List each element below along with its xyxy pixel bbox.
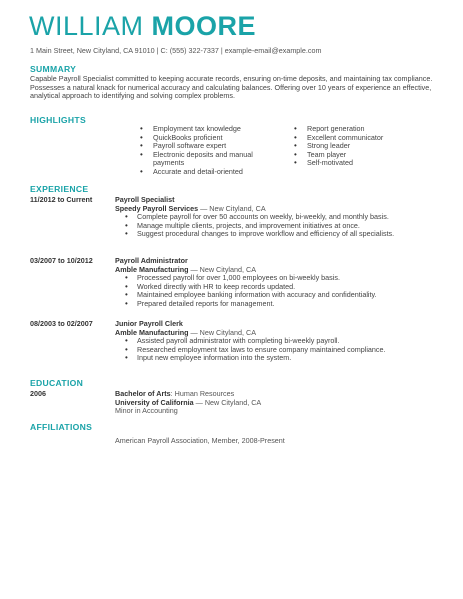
job-bullets	[125, 337, 445, 363]
job-body	[115, 257, 445, 309]
education-body	[115, 390, 445, 416]
education-heading: EDUCATION	[30, 378, 84, 388]
job-body	[115, 320, 445, 363]
first-name: WILLIAM	[29, 11, 144, 41]
list-item: • Strong leader	[294, 142, 434, 151]
degree-field: : Human Resources	[170, 389, 235, 398]
highlights-column-2	[294, 125, 434, 168]
candidate-name	[29, 13, 256, 40]
highlights-heading: HIGHLIGHTS	[30, 115, 86, 125]
list-item: • Suggest procedural changes to improve workflow and efficiency of all specialists.	[125, 230, 445, 239]
list-item: • Researched employment tax laws to ensure company maintained compliance.	[125, 346, 445, 355]
list-item: • Manage multiple clients, projects, and improvement initiatives at once.	[125, 222, 445, 231]
school-name: University of California	[115, 397, 194, 407]
list-item: • Accurate and detail-oriented	[140, 168, 280, 177]
list-item: • Team player	[294, 151, 434, 160]
list-item: • Self-motivated	[294, 159, 434, 168]
list-item: • Report generation	[294, 125, 434, 134]
affiliations-text: American Payroll Association, Member, 2008-Present	[115, 436, 285, 445]
last-name: MOORE	[151, 11, 257, 41]
job-bullets	[125, 213, 445, 239]
list-item: • Payroll software expert	[140, 142, 280, 151]
list-item: • Processed payroll for over 1,000 employees on bi-weekly basis.	[125, 274, 445, 283]
highlights-column-1	[140, 125, 280, 177]
company-name: Amble Manufacturing	[115, 327, 189, 337]
job-dates: 11/2012 to Current	[30, 195, 93, 204]
degree: Bachelor of Arts	[115, 389, 171, 398]
list-item: • Electronic deposits and manual payments	[140, 151, 280, 168]
affiliations-heading: AFFILIATIONS	[30, 422, 93, 432]
summary-text: Capable Payroll Specialist committed to keeping accurate records, ensuring on-time deposits, and maintaining tax compliance. Possesses a natural knack for numerical accuracy and calculating balances. Offering over 10 years of experience an effective, analytical approach to identifying and solving complex problems.	[30, 74, 433, 101]
company-name: Speedy Payroll Services	[115, 203, 199, 213]
experience-heading: EXPERIENCE	[30, 184, 89, 194]
education-year: 2006	[30, 389, 46, 398]
list-item: • Worked directly with HR to keep records updated.	[125, 283, 445, 292]
list-item: • Maintained employee banking information with accuracy and confidentiality.	[125, 291, 445, 300]
job-title: Payroll Specialist	[115, 195, 175, 204]
job-location: — New Cityland, CA	[188, 264, 256, 274]
list-item: • Assisted payroll administrator with completing bi-weekly payroll.	[125, 337, 445, 346]
company-name: Amble Manufacturing	[115, 264, 189, 274]
job-location: — New Cityland, CA	[188, 327, 256, 337]
list-item: • Employment tax knowledge	[140, 125, 280, 134]
job-title: Junior Payroll Clerk	[115, 319, 183, 328]
list-item: • Input new employee information into the system.	[125, 354, 445, 363]
list-item: • Prepared detailed reports for management.	[125, 300, 445, 309]
contact-line: 1 Main Street, New Cityland, CA 91010 | C: (555) 322-7337 | example-email@example.com	[30, 46, 322, 55]
summary-heading: SUMMARY	[30, 64, 77, 74]
school-location: — New Cityland, CA	[193, 397, 262, 407]
list-item: • Excellent communicator	[294, 134, 434, 143]
job-dates: 03/2007 to 10/2012	[30, 256, 93, 265]
list-item: • QuickBooks proficient	[140, 134, 280, 143]
minor: Minor in Accounting	[115, 406, 178, 416]
job-body	[115, 196, 445, 239]
job-dates: 08/2003 to 02/2007	[30, 319, 93, 328]
job-location: — New Cityland, CA	[198, 203, 266, 213]
job-title: Payroll Administrator	[115, 256, 188, 265]
list-item: • Complete payroll for over 50 accounts on weekly, bi-weekly, and monthly basis.	[125, 213, 445, 222]
job-bullets	[125, 274, 445, 308]
